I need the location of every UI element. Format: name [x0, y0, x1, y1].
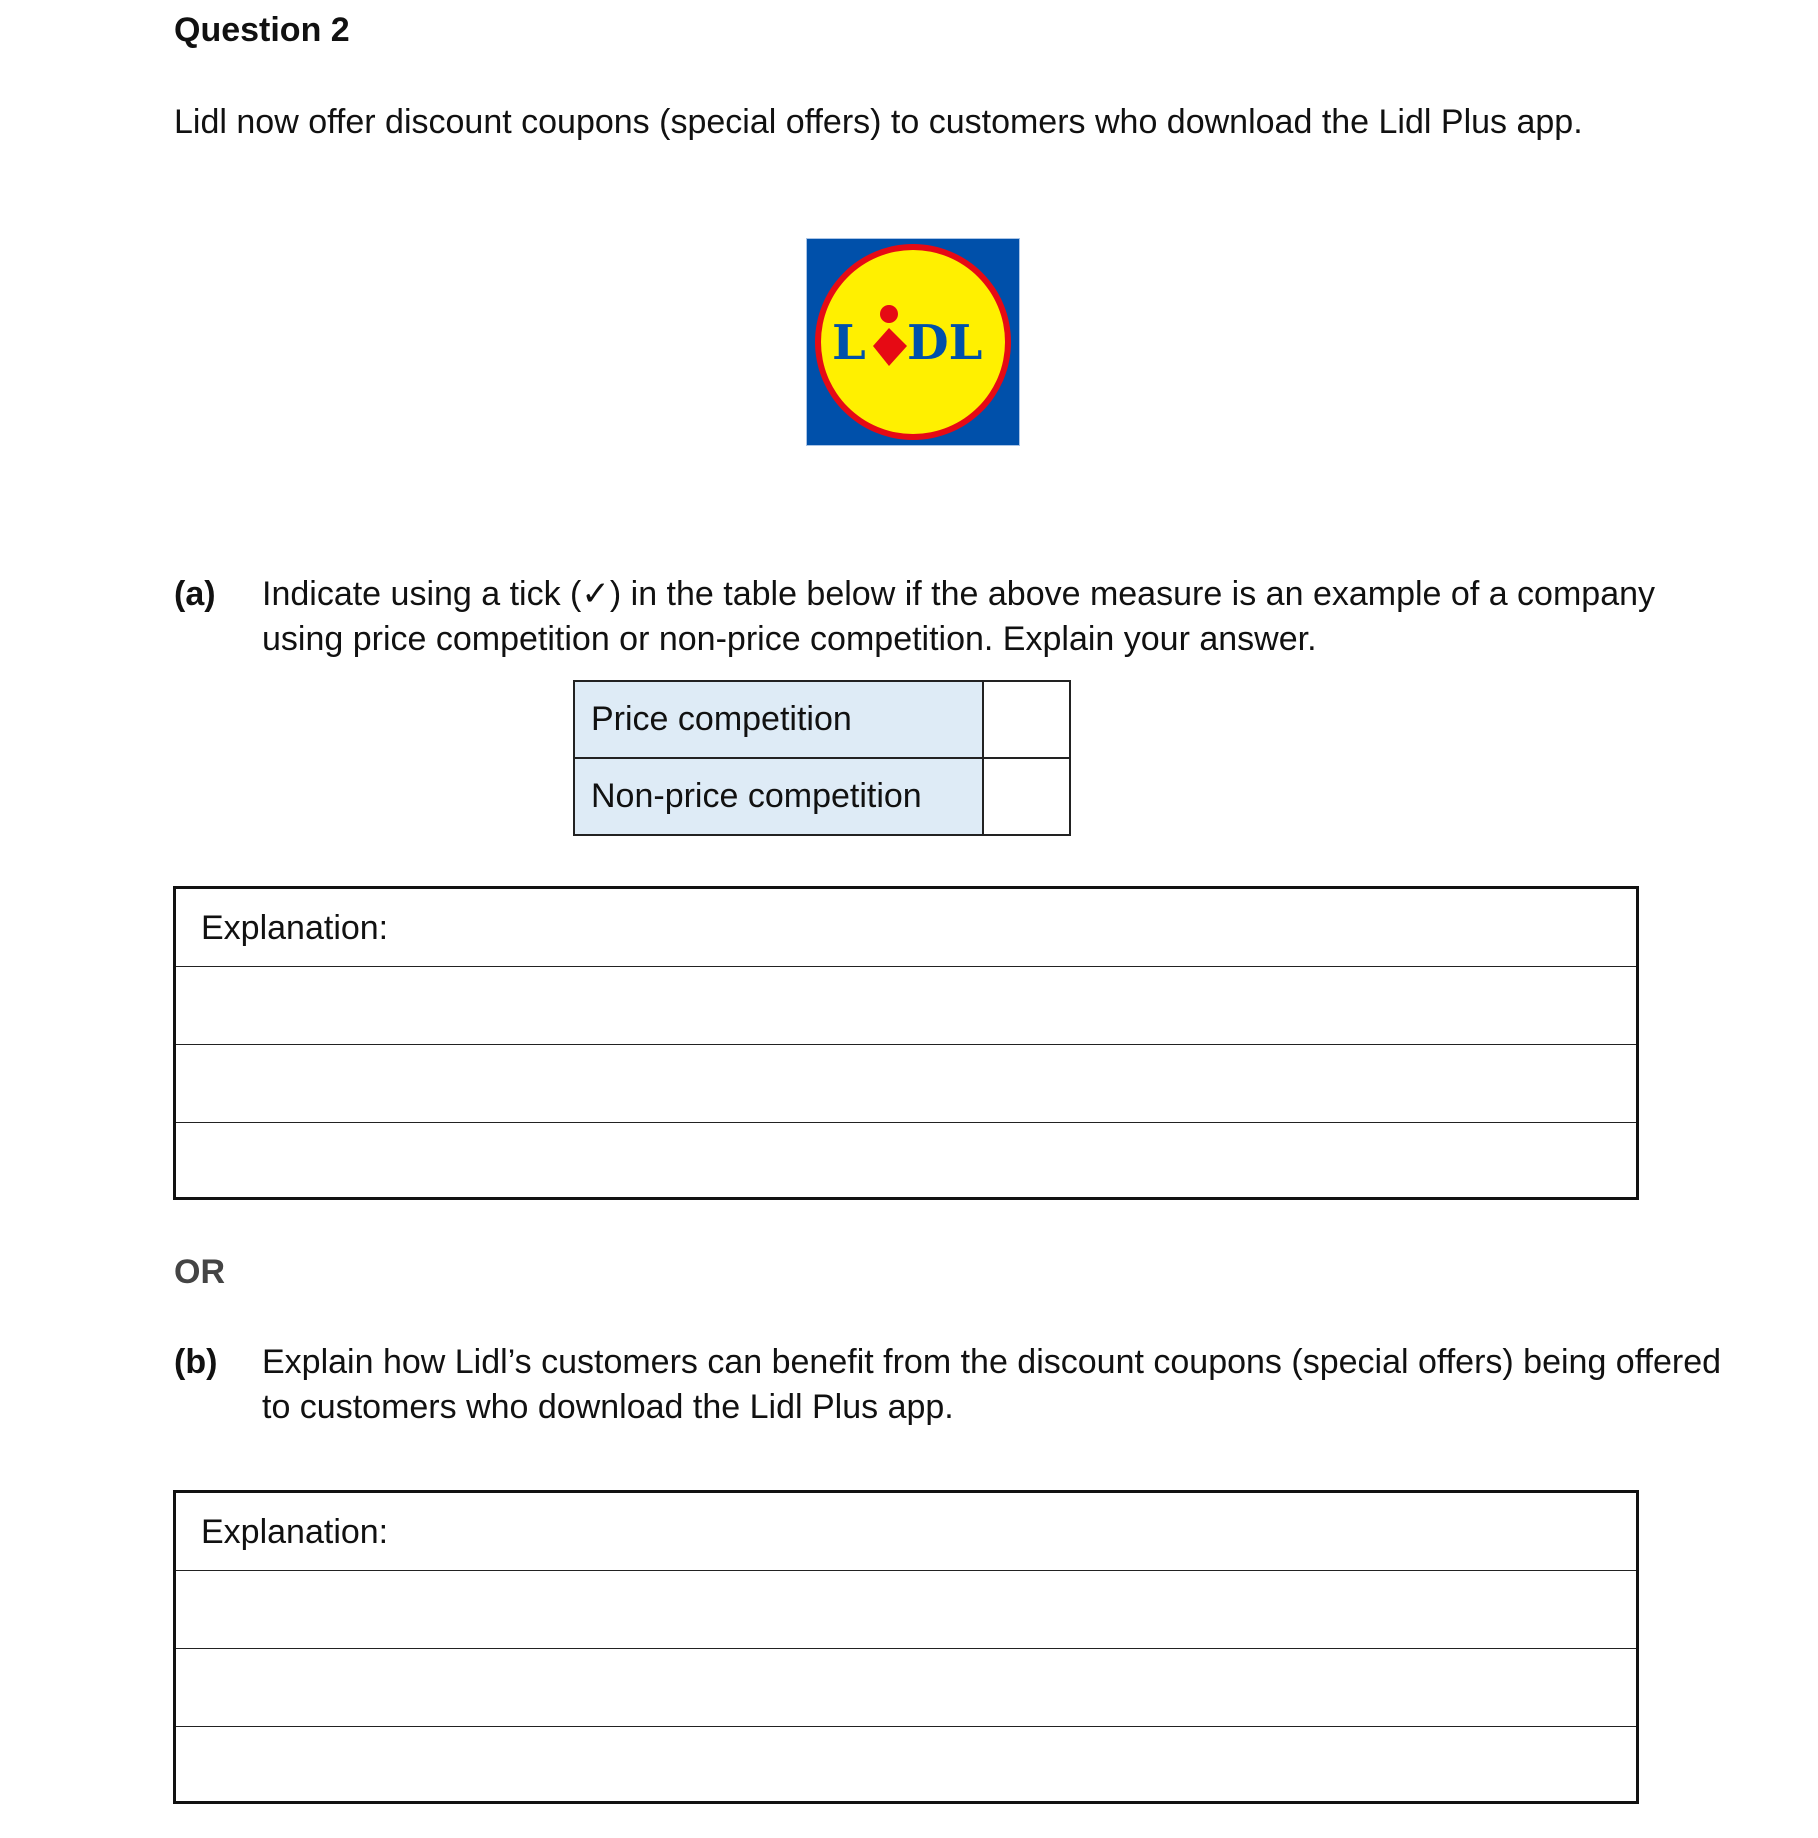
- lidl-logo: [806, 238, 1020, 446]
- answer-line[interactable]: [176, 1571, 1636, 1649]
- part-a-explanation-box: [173, 886, 1639, 1200]
- explanation-label: Explanation:: [176, 889, 1636, 967]
- answer-line[interactable]: [176, 1123, 1636, 1201]
- tick-box-price[interactable]: [983, 681, 1070, 758]
- answer-line[interactable]: [176, 1649, 1636, 1727]
- competition-choice-table: [573, 680, 1071, 836]
- part-a-label: (a): [174, 575, 216, 613]
- option-label-price: Price competition: [574, 681, 983, 758]
- svg-text:L: L: [832, 315, 866, 371]
- answer-line[interactable]: [176, 967, 1636, 1045]
- part-b-question-line: Explain how Lidl’s customers can benefit from the discount coupons (special offers) being offered: [262, 1343, 1722, 1381]
- table-row: [574, 758, 1070, 835]
- option-label-non-price: Non-price competition: [574, 758, 983, 835]
- part-b-question: [262, 1340, 1730, 1430]
- explanation-label: Explanation:: [176, 1493, 1636, 1571]
- or-separator: OR: [174, 1253, 225, 1291]
- part-b-label: (b): [174, 1343, 218, 1381]
- part-b-explanation-box: [173, 1490, 1639, 1804]
- part-b-question-line: to customers who download the Lidl Plus app.: [262, 1388, 954, 1426]
- svg-text:DL: DL: [907, 315, 983, 371]
- table-row: [574, 681, 1070, 758]
- question-title: Question 2: [174, 11, 350, 49]
- answer-line[interactable]: [176, 1045, 1636, 1123]
- tick-box-non-price[interactable]: [983, 758, 1070, 835]
- part-a-question: [262, 572, 1730, 662]
- question-intro: Lidl now offer discount coupons (special offers) to customers who download the Lidl Plus app.: [174, 103, 1583, 141]
- part-a-question-line: Indicate using a tick (✓) in the table below if the above measure is an example of a company: [262, 575, 1656, 613]
- answer-line[interactable]: [176, 1727, 1636, 1805]
- part-a-question-line: using price competition or non-price competition. Explain your answer.: [262, 620, 1317, 658]
